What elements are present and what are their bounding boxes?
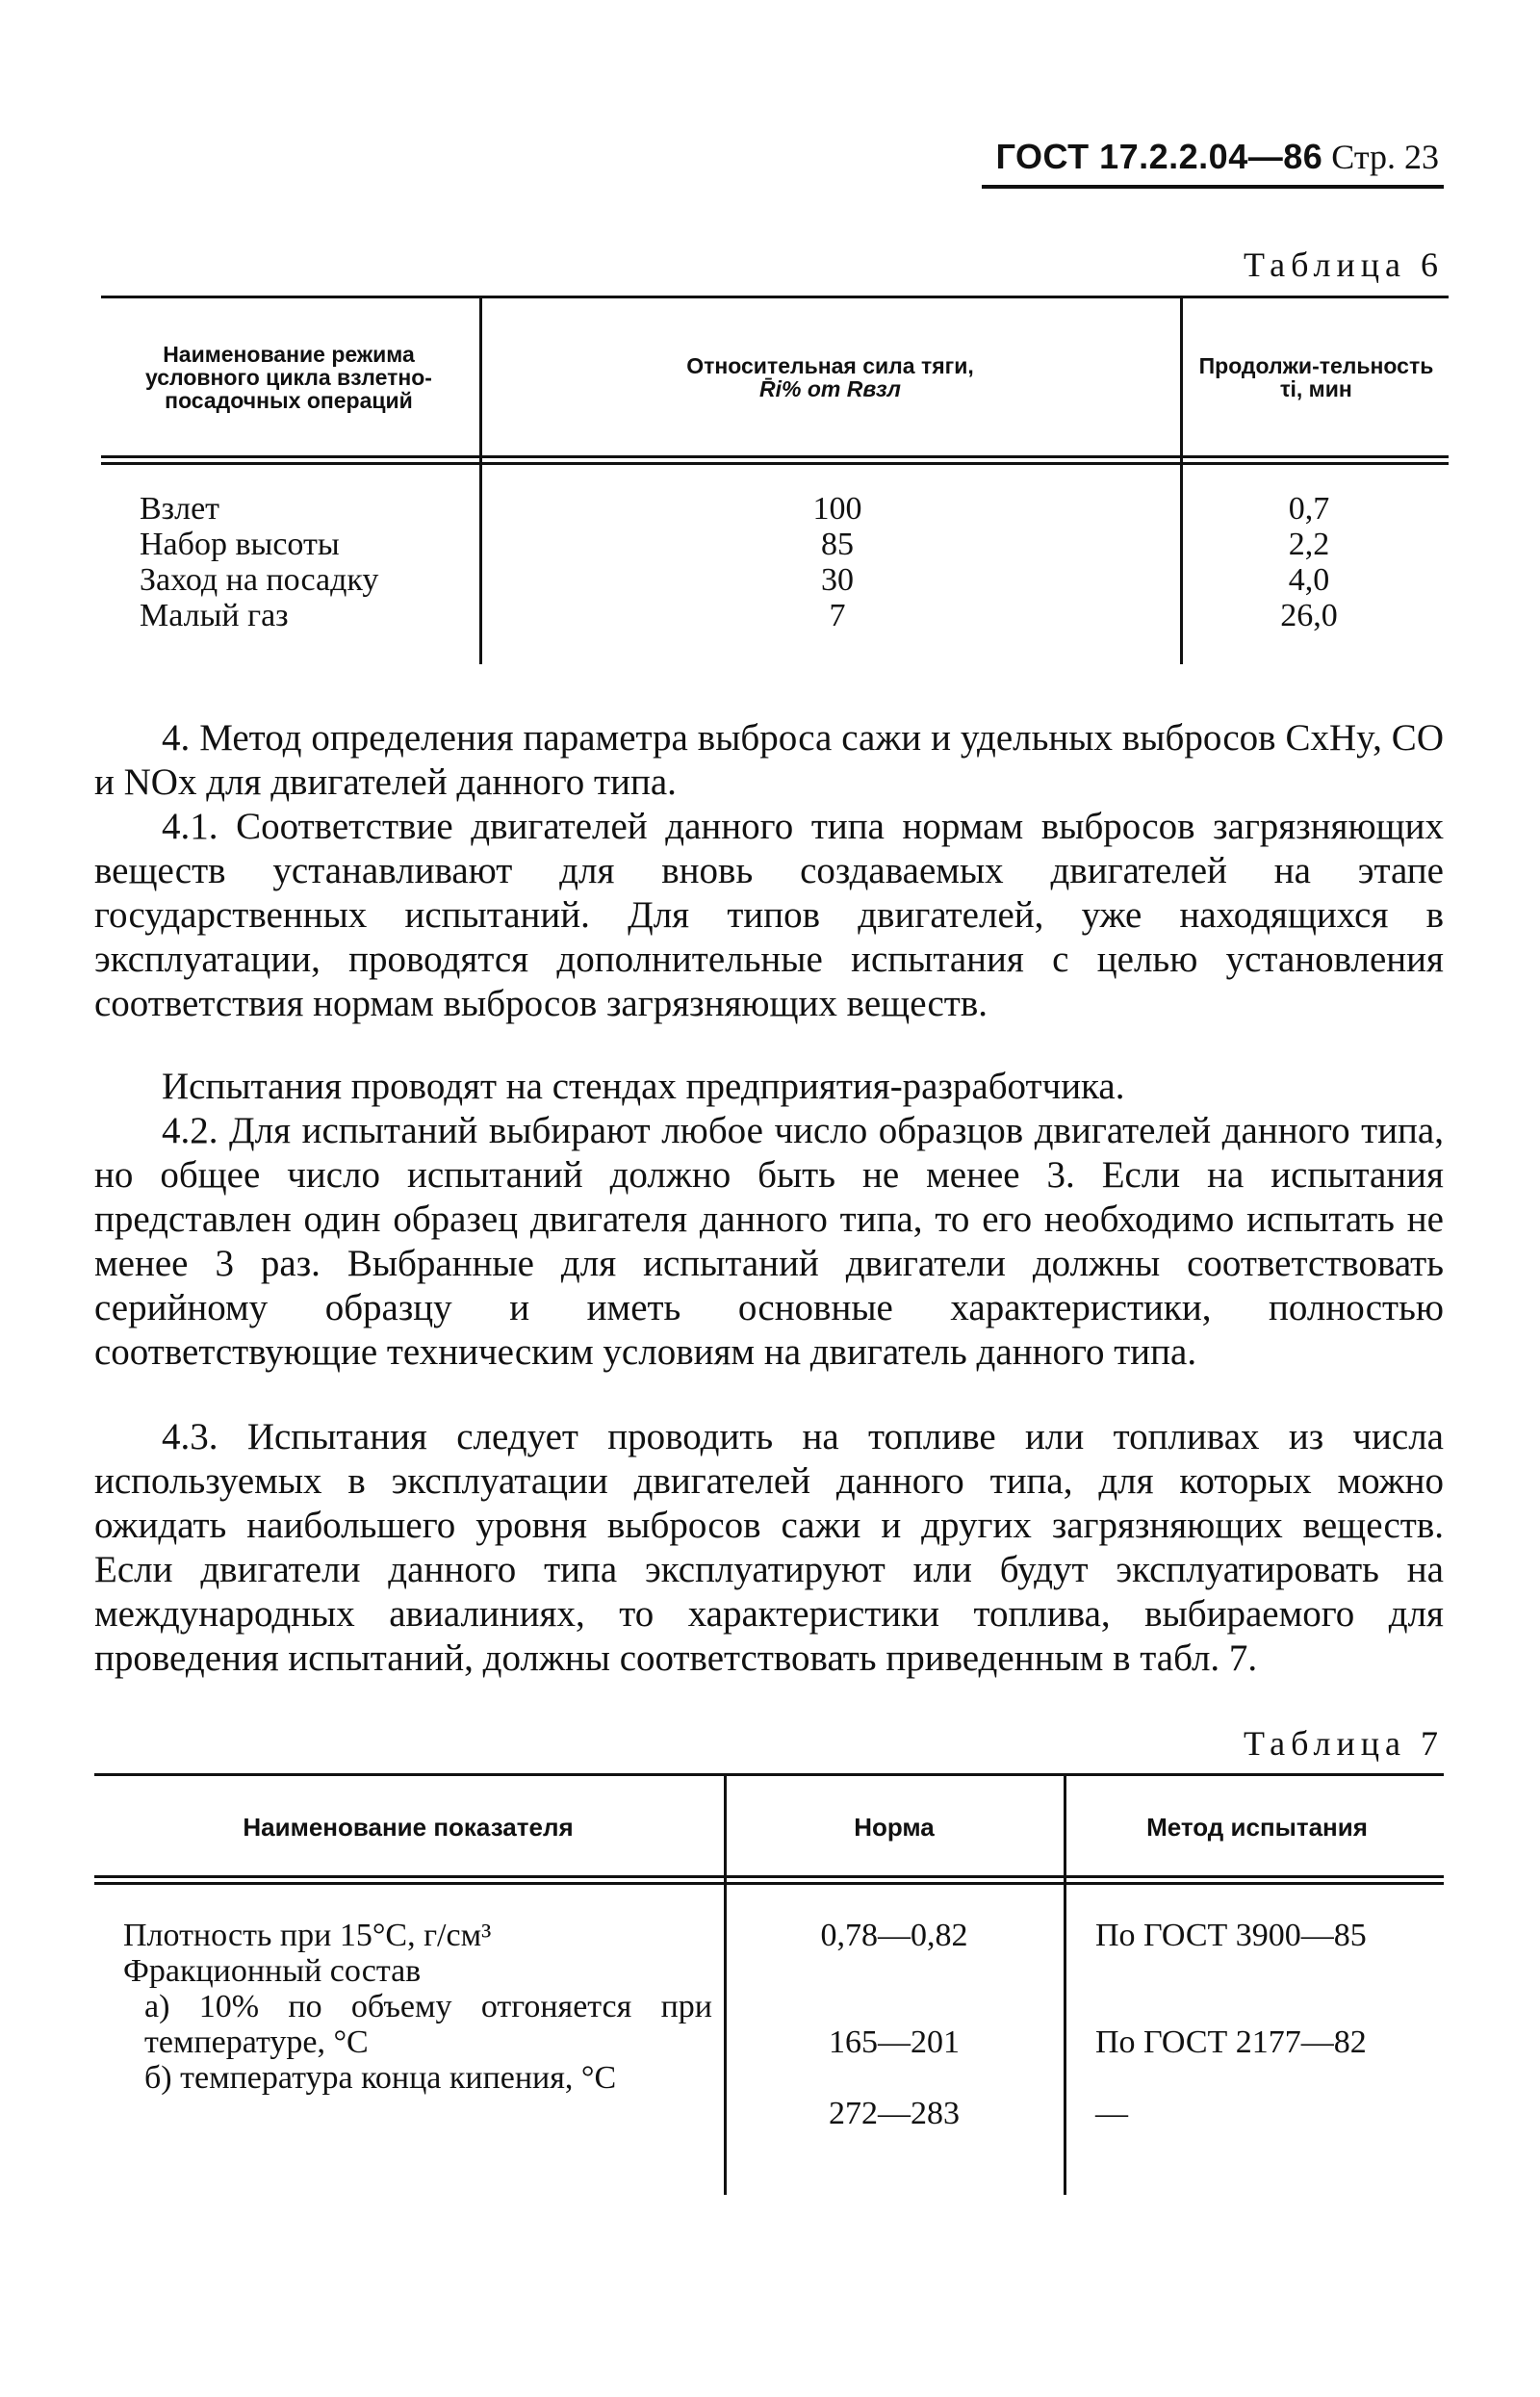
section-4-3: 4.3. Испытания следует проводить на топливе или топливах из числа используемых в эксплуатации двигателей данного типа, для которых можно ожидать наибольшего уровня выбросов сажи и других загрязняющих веществ. Если двигатели данного типа эксплуатируют или будут эксплуатировать на международных авиалиниях, то характеристики топлива, выбираемого для проведения испытаний, должны соответствовать приведенным в табл. 7.	[94, 1416, 1444, 1679]
page-header	[996, 137, 1439, 177]
table6-row-thrust: 30	[821, 562, 854, 598]
table6-header-rule-1	[101, 455, 1449, 458]
table6-row-thrust: 100	[812, 491, 862, 527]
table7-cell-method: По ГОСТ 2177—82	[1095, 2024, 1367, 2060]
table6-header-mode: Наименование режима условного цикла взлетно-посадочных операций	[145, 342, 432, 413]
table7-header-rule-1	[94, 1875, 1444, 1878]
table6-row-mode: Взлет	[140, 491, 220, 527]
page-number: Стр. 23	[1331, 138, 1439, 176]
table6-header-thrust: Относительная сила тяги, R̄i% от Rвзл	[686, 353, 974, 401]
table7-col-divider-2	[1064, 1776, 1066, 2195]
table6-row-duration: 2,2	[1288, 527, 1330, 562]
table7-cell-name: Фракционный состав	[123, 1953, 422, 1989]
table7-cell-name: а) 10% по объему отгоняется при температуре, °С	[144, 1989, 712, 2060]
table7-cell-name: Плотность при 15°С, г/см³	[123, 1918, 492, 1953]
table6-header-rule-2	[101, 462, 1449, 465]
table6-row-duration: 0,7	[1288, 491, 1330, 527]
section-4-heading: 4. Метод определения параметра выброса сажи и удельных выбросов CxHy, CO и NOx для двигателей данного типа.	[94, 717, 1444, 803]
table7-top-rule	[94, 1773, 1444, 1776]
table7-cell-method: По ГОСТ 3900—85	[1095, 1918, 1367, 1953]
table6-top-rule	[101, 296, 1449, 298]
table6-row-thrust: 7	[829, 598, 846, 633]
table6-header-duration: Продолжи-тельность τi, мин	[1198, 353, 1434, 401]
table6-row-mode: Малый газ	[140, 598, 289, 633]
table7-cell-name: б) температура конца кипения, °С	[144, 2060, 617, 2096]
table7-label: Таблица 7	[1244, 1724, 1444, 1763]
table7-cell-method: —	[1095, 2096, 1128, 2131]
header-rule	[982, 185, 1444, 189]
table6-row-thrust: 85	[821, 527, 854, 562]
table6-row-duration: 4,0	[1288, 562, 1330, 598]
table7-cell-norm: 0,78—0,82	[820, 1918, 968, 1953]
table6-row-mode: Набор высоты	[140, 527, 340, 562]
table6-col-divider-1	[479, 298, 482, 664]
table6-row-mode: Заход на посадку	[140, 562, 379, 598]
section-4-1-tests: Испытания проводят на стендах предприятия-разработчика.	[162, 1066, 1125, 1107]
table7-header-rule-2	[94, 1882, 1444, 1885]
table7-header-name: Наименование показателя	[243, 1812, 574, 1842]
table7-cell-norm: 272—283	[829, 2096, 960, 2131]
section-4-1: 4.1. Соответствие двигателей данного типа нормам выбросов загрязняющих веществ устанавливают для вновь создаваемых двигателей на этапе государственных испытаний. Для типов двигателей, уже находящихся в эксплуатации, проводятся дополнительные испытания с целью установления соответствия нормам выбросов загрязняющих веществ.	[94, 806, 1444, 1024]
table6-row-duration: 26,0	[1280, 598, 1338, 633]
table7-cell-norm: 165—201	[829, 2024, 960, 2060]
table7-header-method: Метод испытания	[1146, 1812, 1368, 1842]
standard-number: ГОСТ 17.2.2.04—86	[995, 137, 1323, 176]
table7-header-norm: Норма	[854, 1812, 935, 1842]
section-4-2: 4.2. Для испытаний выбирают любое число образцов двигателей данного типа, но общее число испытаний должно быть не менее 3. Если на испытания представлен один образец двигателя данного типа, то его необходимо испытать не менее 3 раз. Выбранные для испытаний двигатели должны соответствовать серийному образцу и иметь основные характеристики, полностью соответствующие техническим условиям на двигатель данного типа.	[94, 1110, 1444, 1373]
table6-label: Таблица 6	[1244, 245, 1444, 284]
table6-col-divider-2	[1180, 298, 1183, 664]
table7-col-divider-1	[724, 1776, 727, 2195]
